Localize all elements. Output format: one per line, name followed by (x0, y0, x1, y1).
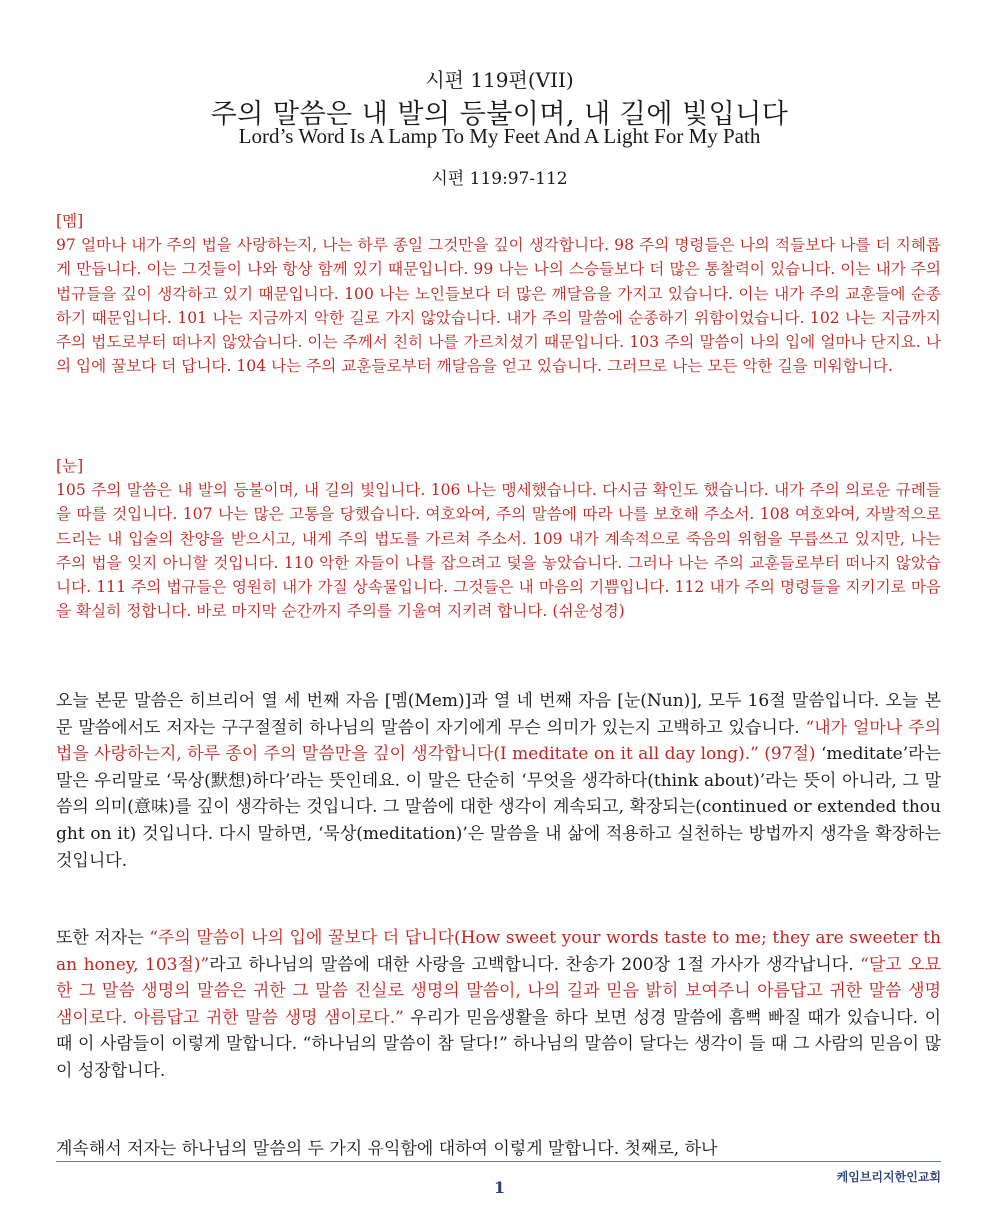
p2-quote-2: “달고 오묘한 그 말씀 생명의 말씀은 귀한 그 말씀 진실로 생명의 말씀이, 나의 길과 믿음 밝히 보여주니 아름답고 귀한 말씀 생명 샘이로다. 아름답고 귀한 말씀 생명 샘이로다.” (56, 954, 941, 1028)
p3-text: 계속해서 저자는 하나님의 말씀의 두 가지 유익함에 대하여 이렇게 말합니다. 첫째로, 하나 (56, 1139, 718, 1159)
mem-text: 97 얼마나 내가 주의 법을 사랑하는지, 나는 하루 종일 그것만을 깊이 생각합니다. 98 주의 명령들은 나의 적들보다 나를 더 지혜롭게 만듭니다. 이는 그것들이 나와 항상 함께 있기 때문입니다. 99 나는 나의 스승들보다 더 많은 통찰력이 있습니다. 이는 내가 주의 법규들을 깊이 생각하고 있기 때문입니다. 100 나는 노인들보다 더 많은 깨달음을 가지고 있습니다. 이는 내가 주의 교훈들에 순종하기 때문입니다. 101 나는 지금까지 악한 길로 가지 않았습니다. 내가 주의 말씀에 순종하기 위함이었습니다. 102 나는 지금까지 주의 법도로부터 떠나지 않았습니다. 이는 주께서 친히 나를 가르치셨기 때문입니다. 103 주의 말씀이 나의 입에 얼마나 단지요. 나의 입에 꿀보다 더 답니다. 104 나는 주의 교훈들로부터 깨달음을 얻고 있습니다. 그러므로 나는 모든 악한 길을 미워합니다. (56, 236, 941, 376)
series-title: 시편 119편(VII) (425, 68, 574, 92)
p2-quote-1: “주의 말씀이 나의 입에 꿀보다 더 답니다(How sweet your words taste to me; they are sweeter than honey, 103절)” (56, 928, 942, 975)
mem-label: [멤] (56, 212, 84, 230)
commentary-paragraph-3 (56, 1136, 941, 1163)
p2-text-c: 우리가 믿음생활을 하다 보면 성경 말씀에 흠뻑 빠질 때가 있습니다. 이 때 이 사람들이 이렇게 말합니다. “하나님의 말씀이 참 달다!” 하나님의 말씀이 달다는 생각이 들 때 그 사람의 믿음이 많이 성장합니다. (56, 1007, 941, 1081)
p1-text-b: ‘meditate’라는 말은 우리말로 ‘묵상(默想)하다’라는 뜻인데요. 이 말은 단순히 ‘무엇을 생각하다(think about)’라는 뜻이 아니라, 그 말씀의 의미(意味)를 깊이 생각하는 것입니다. 그 말씀에 대한 생각이 계속되고, 확장되는(continued or extended thought on it) 것입니다. 다시 말하면, ‘묵상(meditation)’은 말씀을 내 삶에 적용하고 실천하는 방법까지 생각을 확장하는 것입니다. (56, 744, 941, 871)
p1-text-a: 오늘 본문 말씀은 히브리어 열 세 번째 자음 [멤(Mem)]과 열 네 번째 자음 [눈(Nun)], 모두 16절 말씀입니다. 오늘 본문 말씀에서도 저자는 구구절절히 하나님의 말씀이 자기에게 무슨 의미가 있는지 고백하고 있습니다. (56, 691, 941, 738)
footer-divider (56, 1161, 941, 1162)
nun-text: 105 주의 말씀은 내 발의 등불이며, 내 길의 빛입니다. 106 나는 맹세했습니다. 다시금 확인도 했습니다. 내가 주의 의로운 규례들을 따를 것입니다. 107 나는 많은 고통을 당했습니다. 여호와여, 주의 말씀에 따라 나를 보호해 주소서. 108 여호와여, 자발적으로 드리는 내 입술의 찬양을 받으시고, 내게 주의 법도를 가르쳐 주소서. 109 내가 계속적으로 죽음의 위험을 무릅쓰고 있지만, 나는 주의 법을 잊지 아니할 것입니다. 110 악한 자들이 나를 잡으려고 덫을 놓았습니다. 그러나 나는 주의 교훈들로부터 떠나지 않았습니다. 111 주의 법규들은 영원히 내가 가질 상속물입니다. 그것들은 내 마음의 기쁨입니다. 112 내가 주의 명령들을 지키기로 마음을 확실히 정합니다. 바로 마지막 순간까지 주의를 기울여 지키려 합니다. (쉬운성경) (56, 481, 941, 621)
english-title: Lord’s Word Is A Lamp To My Feet And A Light For My Path (238, 124, 761, 148)
scripture-mem-section (56, 209, 941, 378)
scripture-nun-section (56, 454, 941, 623)
p2-text-b: 라고 하나님의 말씀에 대한 사랑을 고백합니다. 찬송가 200장 1절 가사가 생각납니다. (209, 954, 861, 975)
p1-quote: “내가 얼마나 주의 법을 사랑하는지, 하루 종이 주의 말씀만을 깊이 생각합니다(I meditate on it all day long).” (97절) (56, 717, 941, 765)
page-title: 주의 말씀은 내 발의 등불이며, 내 길에 빛입니다 (210, 99, 789, 130)
church-name: 케임브리지한인교회 (836, 1170, 941, 1184)
commentary-paragraph-2 (56, 925, 941, 1085)
p2-text-a: 또한 저자는 (56, 928, 150, 948)
page-number: 1 (493, 1178, 506, 1197)
nun-label: [눈] (56, 457, 84, 475)
commentary-paragraph-1 (56, 688, 941, 874)
scripture-reference: 시편 119:97-112 (431, 169, 568, 189)
